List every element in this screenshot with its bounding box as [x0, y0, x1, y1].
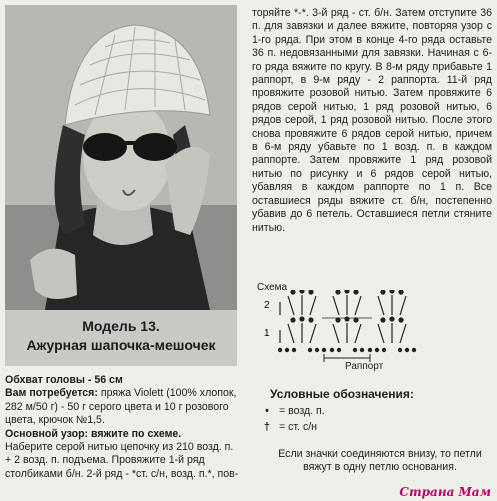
head-size: Обхват головы - 56 см — [5, 374, 123, 386]
main-pattern-label: Основной узор: — [5, 427, 89, 440]
left-column — [5, 374, 241, 481]
materials-label: Вам потребуется: — [5, 387, 98, 400]
main-pattern-text: вяжите по схеме. — [91, 427, 182, 440]
model-caption — [5, 310, 237, 366]
legend-item-text: = возд. п. — [278, 405, 325, 417]
legend-item-chain — [258, 405, 325, 417]
model-number: Модель 13. — [82, 318, 160, 334]
crochet-chart — [262, 290, 432, 370]
watermark: Страна Мам — [399, 485, 491, 499]
materials-text: пряжа Violett (100% хлопок, 282 м/50 г) - 50 г серого цвета и 10 г розового цвета, крючок №1,5. — [5, 387, 237, 427]
legend-note: Если значки соединяются внизу, то петли вяжут в одну петлю основания. — [278, 448, 482, 474]
model-photo — [5, 5, 237, 310]
rapport-label: Раппорт — [345, 361, 384, 372]
instructions-continued: торяйте *-*. 3-й ряд - ст. б/н. Затем отступите 36 п. для завязки и далее вяжите, повторяя узор с 1-го ряда. При этом в конце 4-го ряда оставьте 36 п. недовязанными для завязки. Начиная с 6-го ряда вяжите по кругу. В 8-м ряду прибавьте 1 раппорт, в 9-м ряду - 2 раппорта. 11-й ряд провяжите розовой нитью. Затем провяжите 6 рядов серой нитью, 1 ряд розовой нитью, 6 рядов серой, 1 ряд розовой нитью. После этого снова провяжите 6 рядов серой нитью, причем в 6-м ряду убавьте по 1 возд. п. в каждом раппорте. Затем провяжите 1 ряд розовой нитью по рисунку и 6 рядов серой нитью, убавляя в каждом раппорте по 1 п. Все оставшиеся ряды вяжите ст. б/н, постепенно убавив до 6 петель. Оставшиеся петли стяните нитью. — [252, 7, 492, 234]
double-crochet-icon: † — [264, 421, 270, 433]
legend-item-text: = ст. с/н — [278, 421, 318, 433]
instructions-start: Наберите серой нитью цепочку из 210 возд. п. + 2 возд. п. подъема. Провяжите 1-й ряд столбиками б/н. 2-й ряд - *ст. с/н, возд. п.*, пов- — [5, 441, 239, 480]
model-title: Ажурная шапочка-мешочек — [26, 337, 216, 353]
main-pattern — [5, 428, 241, 441]
legend-item-double — [258, 421, 317, 433]
chart-symbols — [278, 290, 415, 352]
row-1-number: 1 — [264, 328, 270, 339]
row-2-number: 2 — [264, 300, 270, 311]
chain-stitch-icon: • — [265, 405, 269, 417]
schema-label: Схема — [257, 282, 288, 293]
legend-title: Условные обозначения: — [270, 387, 414, 401]
materials — [5, 387, 241, 427]
